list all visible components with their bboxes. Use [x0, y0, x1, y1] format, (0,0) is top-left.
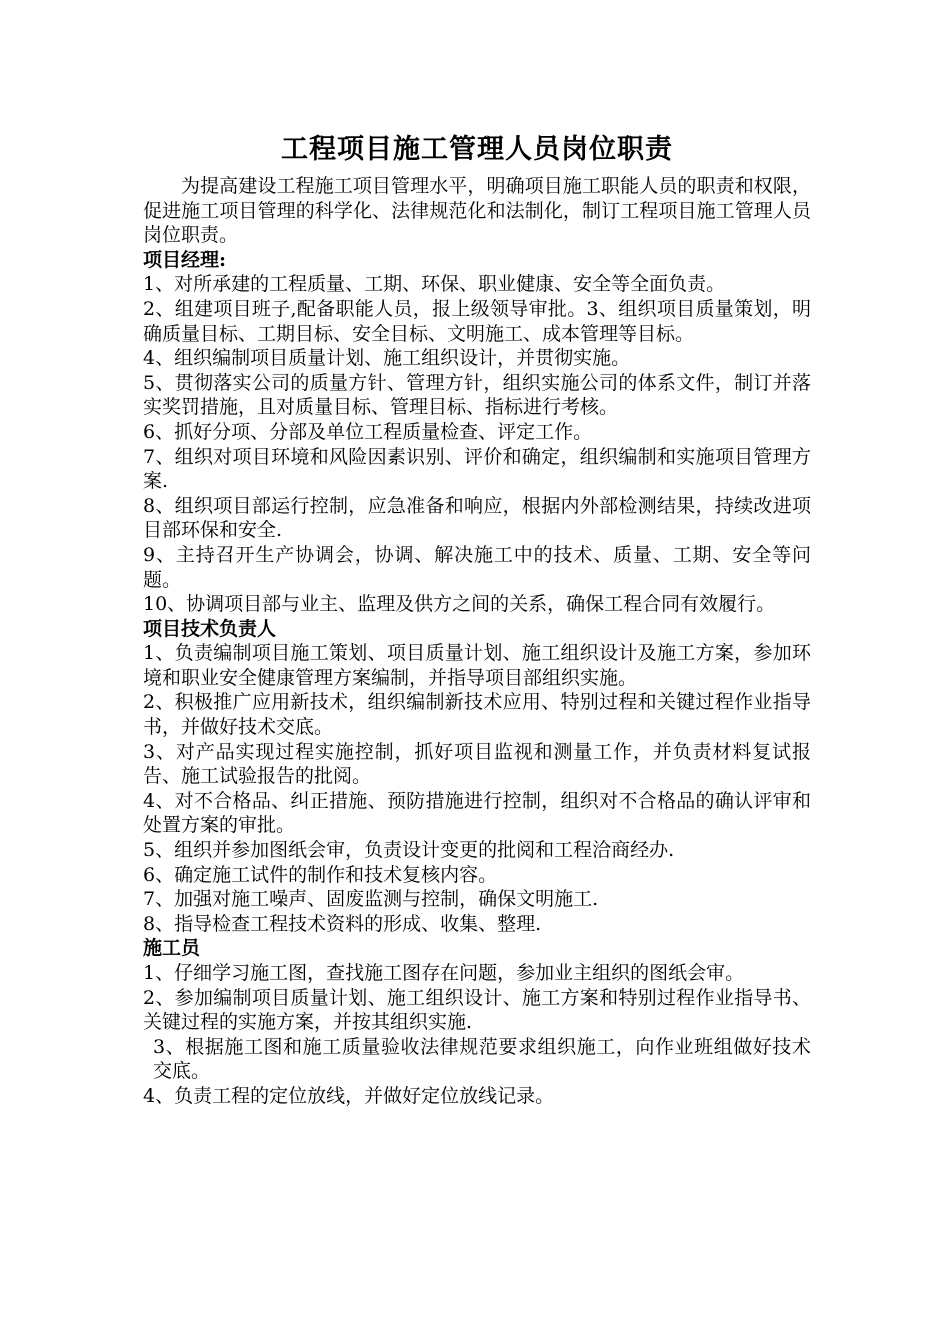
section-heading: 项目技术负责人 — [143, 617, 277, 640]
list-item: 3、对产品实现过程实施控制，抓好项目监视和测量工作，并负责材料复试报告、施工试验报告的批阅。 — [143, 740, 811, 788]
list-item: 4、组织编制项目质量计划、施工组织设计，并贯彻实施。 — [143, 347, 631, 370]
document-page — [143, 130, 811, 1109]
list-item: 2、组建项目班子,配备职能人员，报上级领导审批。3、组织项目质量策划，明确质量目标、工期目标、安全目标、文明施工、成本管理等目标。 — [143, 297, 811, 345]
list-item: 5、组织并参加图纸会审，负责设计变更的批阅和工程洽商经办. — [143, 839, 675, 862]
section-heading: 项目经理: — [143, 248, 227, 271]
document-title: 工程项目施工管理人员岗位职责 — [281, 134, 673, 165]
list-item: 10、协调项目部与业主、监理及供方之间的关系，确保工程合同有效履行。 — [143, 593, 776, 616]
list-item: 2、参加编制项目质量计划、施工组织设计、施工方案和特别过程作业指导书、关键过程的实施方案，并按其组织实施. — [143, 986, 811, 1034]
list-item: 6、抓好分项、分部及单位工程质量检查、评定工作。 — [143, 420, 593, 443]
list-item: 1、负责编制项目施工策划、项目质量计划、施工组织设计及施工方案，参加环境和职业安全健康管理方案编制，并指导项目部组织实施。 — [143, 642, 811, 689]
list-item: 3、根据施工图和施工质量验收法律规范要求组织施工，向作业班组做好技术交底。 — [153, 1035, 811, 1083]
intro-paragraph: 为提高建设工程施工项目管理水平，明确项目施工职能人员的职责和权限，促进施工项目管理的科学化、法律规范化和法制化，制订工程项目施工管理人员岗位职责。 — [143, 175, 811, 247]
list-item: 8、组织项目部运行控制，应急准备和响应，根据内外部检测结果，持续改进项目部环保和安全. — [143, 494, 811, 542]
list-item: 8、指导检查工程技术资料的形成、收集、整理. — [143, 912, 542, 935]
list-item: 4、对不合格品、纠正措施、预防措施进行控制，组织对不合格品的确认评审和处置方案的审批。 — [143, 789, 811, 837]
list-item: 1、对所承建的工程质量、工期、环保、职业健康、安全等全面负责。 — [143, 273, 726, 296]
section-construction-officer — [143, 936, 811, 1108]
list-item: 7、加强对施工噪声、固废监测与控制，确保文明施工. — [143, 888, 599, 911]
section-project-manager — [143, 248, 811, 617]
section-technical-lead — [143, 617, 811, 937]
list-item: 7、组织对项目环境和风险因素识别、评价和确定，组织编制和实施项目管理方案. — [143, 445, 811, 493]
list-item: 5、贯彻落实公司的质量方针、管理方针，组织实施公司的体系文件，制订并落实奖罚措施，且对质量目标、管理目标、指标进行考核。 — [143, 371, 811, 419]
list-item: 1、仔细学习施工图，查找施工图存在问题，参加业主组织的图纸会审。 — [143, 962, 745, 984]
list-item: 2、积极推广应用新技术，组织编制新技术应用、特别过程和关键过程作业指导书，并做好技术交底。 — [143, 691, 811, 739]
list-item: 9、主持召开生产协调会，协调、解决施工中的技术、质量、工期、安全等问题。 — [143, 543, 811, 591]
list-item: 4、负责工程的定位放线，并做好定位放线记录。 — [143, 1084, 555, 1107]
section-heading: 施工员 — [143, 937, 201, 960]
list-item: 6、确定施工试件的制作和技术复核内容。 — [143, 863, 498, 886]
